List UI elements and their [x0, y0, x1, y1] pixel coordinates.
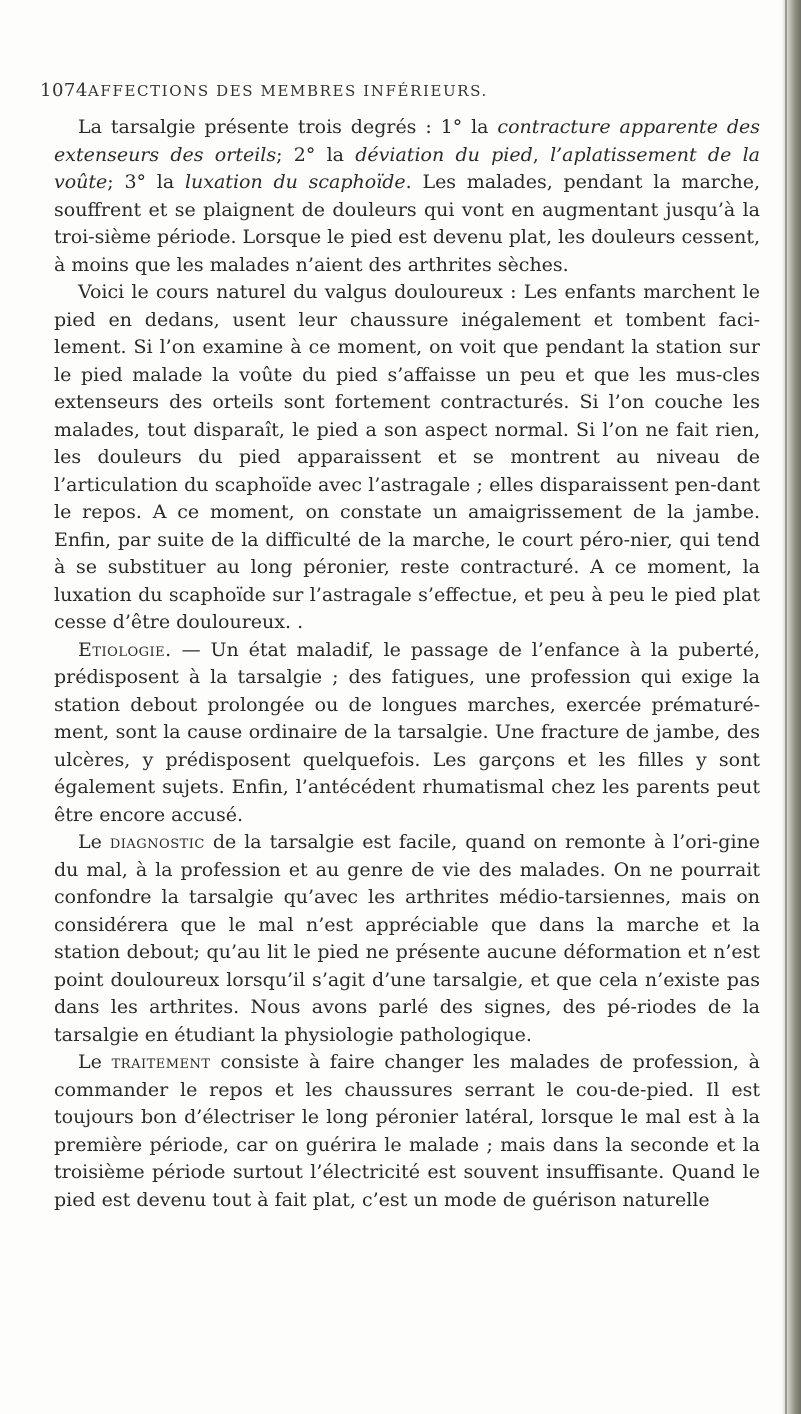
running-head: AFFECTIONS DES MEMBRES INFÉRIEURS. [88, 82, 488, 100]
italic-term: contracture apparente des extenseurs des orteils [54, 116, 760, 166]
body-text [54, 114, 760, 1214]
text-run: , [532, 143, 551, 166]
text-run: de la tarsalgie est facile, quand on remonte à l’ori-gine du mal, à la profession et au genre de vie des malades. On ne pourrait confondre la tarsalgie qu’avec les arthrites médio-tarsiennes, mais on considérera que le mal n’est appréciable que dans la marche et la station debout; qu’au lit le pied ne présente aucune déformation et n’est point douloureux lorsqu’il s’agit d’une tarsalgie, et que cela n’existe pas dans les arthrites. Nous avons parlé des signes, des pé-riodes de la tarsalgie en étudiant la physiologie pathologique. [54, 831, 761, 1046]
scan-edge-shadow [781, 0, 801, 1414]
section-heading-traitement: traitement [111, 1051, 211, 1073]
scan-edge-line [785, 0, 787, 1414]
text-run: ; 2° la [276, 143, 356, 166]
text-run: La tarsalgie présente trois degrés : 1° la [78, 116, 498, 138]
text-run: consiste à faire changer les malades de profession, à commander le repos et les chaussures serrant le cou-de-pied. Il est toujours bon d’électriser le long péronier latéral, lorsque le mal est à la première période, car on guérira le malade ; mais dans la seconde et la troisième période surtout l’électricité est souvent insuffisante. Quand le pied est devenu tout à fait plat, c’est un mode de guérison naturelle [54, 1051, 760, 1211]
paragraph-etiologie [54, 637, 760, 830]
section-heading-etiologie: Etiologie. [78, 638, 172, 661]
page-header [40, 80, 760, 108]
page-number: 1074 [40, 80, 88, 101]
text-run: Le [78, 831, 110, 853]
italic-term: l’aplatissement de la voûte [54, 143, 760, 193]
paragraph-diagnostic [54, 829, 760, 1049]
paragraph-degres [54, 114, 760, 279]
paragraph-traitement [54, 1049, 760, 1214]
paragraph-cours-naturel: Voici le cours naturel du valgus douloureux : Les enfants marchent le pied en dedans, usent leur chaussure inégalement et tombent faci-lement. Si l’on examine à ce moment, on voit que pendant la station sur le pied malade la voûte du pied s’affaisse un peu et que les mus-cles extenseurs des orteils sont fortement contracturés. Si l’on couche les malades, tout disparaît, le pied a son aspect normal. Si l’on ne fait rien, les douleurs du pied apparaissent et se montrent au niveau de l’articulation du scaphoïde avec l’astragale ; elles disparaissent pen-dant le repos. A ce moment, on constate un amaigrissement de la jambe. Enfin, par suite de la difficulté de la marche, le court péro-nier, qui tend à se substituer au long péronier, reste contracturé. A ce moment, la luxation du scaphoïde sur l’astragale s’effectue, et peu à peu le pied plat cesse d’être douloureux. . [54, 281, 760, 633]
text-run: ; 3° la [107, 171, 185, 193]
italic-term: déviation du pied [355, 143, 533, 166]
section-heading-diagnostic: diagnostic [109, 831, 205, 853]
text-run: Le [78, 1051, 112, 1073]
text-run: . Les malades, pendant la marche, souffrent et se plaignent de douleurs qui vont en augmentant jusqu’à la troi-sième période. Lorsque le pied est devenu plat, les douleurs cessent, à moins que les malades n’aient des arthrites sèches. [54, 171, 761, 276]
text-run: — Un état maladif, le passage de l’enfance à la puberté, prédisposent à la tarsalgie ; des fatigues, une profession qui exige la station debout prolongée ou de longues marches, exercée prématuré-ment, sont la cause ordinaire de la tarsalgie. Une fracture de jambe, des ulcères, y prédisposent quelquefois. Les garçons et les filles y sont également sujets. Enfin, l’antécédent rhumatismal chez les parents peut être encore accusé. [54, 638, 760, 826]
italic-term: luxation du scaphoïde [184, 171, 406, 193]
